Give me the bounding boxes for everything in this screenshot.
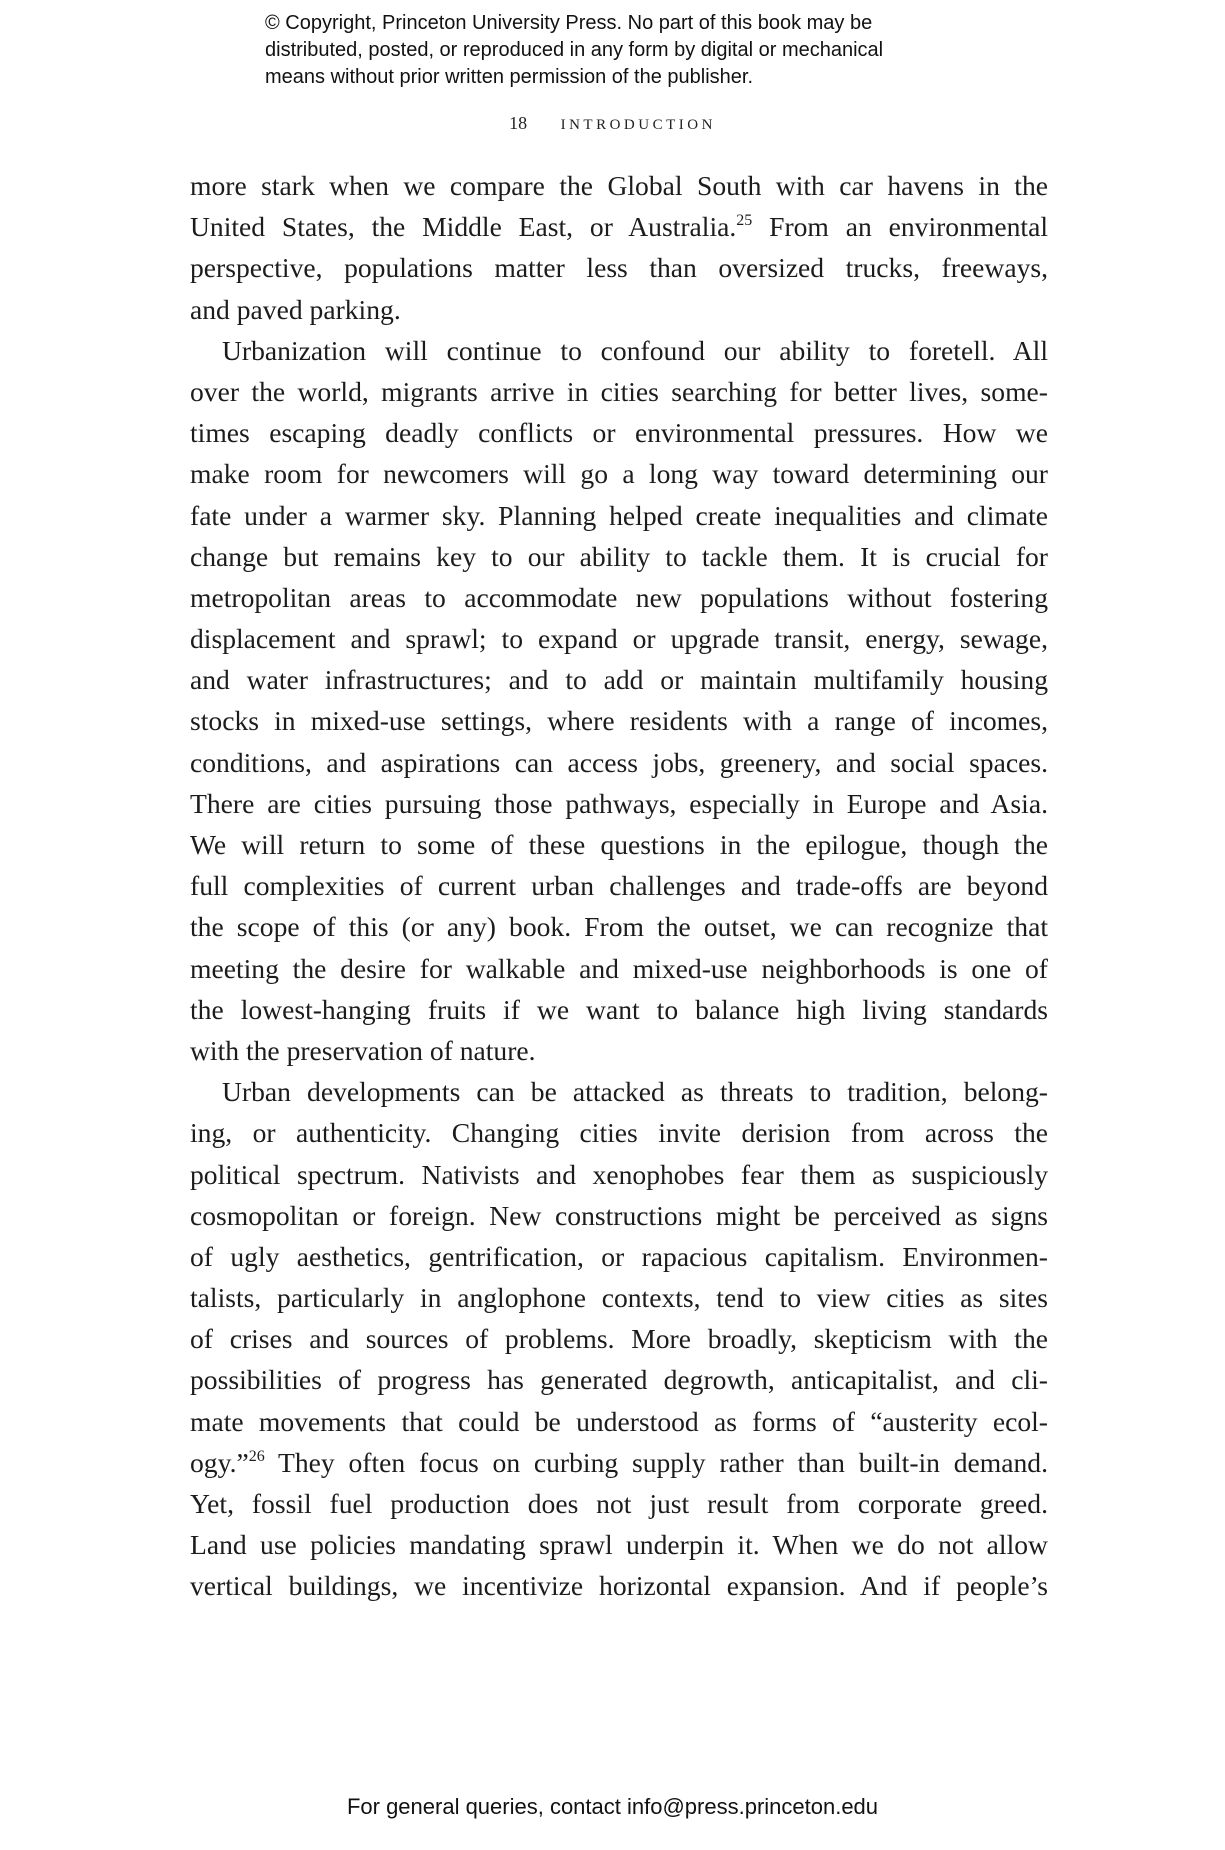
text-line: possibilities of progress has generated degrowth, anticapitalist, and cli- — [190, 1364, 1048, 1396]
text-line: perspective, populations matter less than oversized trucks, freeways, — [190, 252, 1048, 284]
text-fragment: ogy.” — [190, 1446, 249, 1478]
text-line: There are cities pursuing those pathways, especially in Europe and Asia. — [190, 787, 1048, 819]
text-line: political spectrum. Nativists and xenophobes fear them as suspiciously — [190, 1158, 1048, 1190]
text-line: talists, particularly in anglophone contexts, tend to view cities as sites — [190, 1282, 1048, 1314]
copyright-line: © Copyright, Princeton University Press. No part of this book may be — [265, 12, 873, 34]
text-line: metropolitan areas to accommodate new populations without fostering — [190, 581, 1048, 613]
text-line: We will return to some of these questions in the epilogue, though the — [190, 829, 1048, 860]
text-line: full complexities of current urban challenges and trade-offs are beyond — [190, 870, 1048, 902]
footer-contact: For general queries, contact info@press.princeton.edu — [346, 1794, 879, 1819]
page-number: 18 — [509, 113, 528, 133]
text-line: Yet, fossil fuel production does not just result from corporate greed. — [190, 1488, 1048, 1519]
text-line: of crises and sources of problems. More broadly, skepticism with the — [190, 1323, 1048, 1355]
text-line: ing, or authenticity. Changing cities invite derision from across the — [190, 1117, 1048, 1149]
text-line: fate under a warmer sky. Planning helped create inequalities and climate — [190, 499, 1048, 531]
text-line: meeting the desire for walkable and mixed-use neighborhoods is one of — [190, 952, 1048, 984]
text-line: and paved parking. — [190, 293, 401, 325]
text-line: with the preservation of nature. — [190, 1034, 536, 1066]
text-line: Urban developments can be attacked as threats to tradition, belong- — [222, 1076, 1048, 1108]
footnote-marker[interactable]: 25 — [736, 212, 753, 230]
text-line: the lowest-hanging fruits if we want to balance high living standards — [190, 993, 1048, 1025]
running-head — [0, 113, 1225, 134]
text-line: over the world, migrants arrive in cities searching for better lives, some- — [190, 375, 1048, 407]
text-fragment: From an environmental — [752, 211, 1048, 243]
copyright-line: distributed, posted, or reproduced in any form by digital or mechanical — [265, 39, 884, 61]
text-line: mate movements that could be understood as forms of “austerity ecol- — [190, 1405, 1048, 1437]
text-line: vertical buildings, we incentivize horizontal expansion. And if people’s — [190, 1570, 1048, 1602]
footnote-marker[interactable]: 26 — [248, 1447, 265, 1465]
text-line: displacement and sprawl; to expand or upgrade transit, energy, sewage, — [190, 623, 1048, 655]
text-line: make room for newcomers will go a long way toward determining our — [190, 458, 1048, 490]
text-line: conditions, and aspirations can access jobs, greenery, and social spaces. — [190, 746, 1048, 778]
chapter-title: INTRODUCTION — [560, 117, 716, 133]
text-line — [190, 1442, 1048, 1483]
body-text — [190, 165, 1048, 1607]
text-line: and water infrastructures; and to add or maintain multifamily housing — [190, 664, 1048, 696]
text-line: of ugly aesthetics, gentrification, or rapacious capitalism. Environmen- — [190, 1240, 1048, 1272]
copyright-notice — [265, 10, 1025, 91]
text-fragment: United States, the Middle East, or Australia. — [190, 211, 737, 243]
text-fragment: They often focus on curbing supply rather than built-in demand. — [264, 1446, 1048, 1478]
text-line: more stark when we compare the Global South with car havens in the — [190, 170, 1048, 201]
text-line: times escaping deadly conflicts or environmental pressures. How we — [190, 417, 1048, 449]
text-line: Land use policies mandating sprawl underpin it. When we do not allow — [190, 1529, 1048, 1561]
text-line: cosmopolitan or foreign. New constructions might be perceived as signs — [190, 1199, 1048, 1231]
text-line: stocks in mixed-use settings, where residents with a range of incomes, — [190, 705, 1048, 737]
text-line: change but remains key to our ability to tackle them. It is crucial for — [190, 540, 1048, 572]
text-line: the scope of this (or any) book. From the outset, we can recognize that — [190, 911, 1048, 943]
text-line: Urbanization will continue to confound our ability to foretell. All — [222, 334, 1048, 366]
copyright-line: means without prior written permission of the publisher. — [265, 66, 754, 88]
text-line — [190, 206, 1048, 247]
